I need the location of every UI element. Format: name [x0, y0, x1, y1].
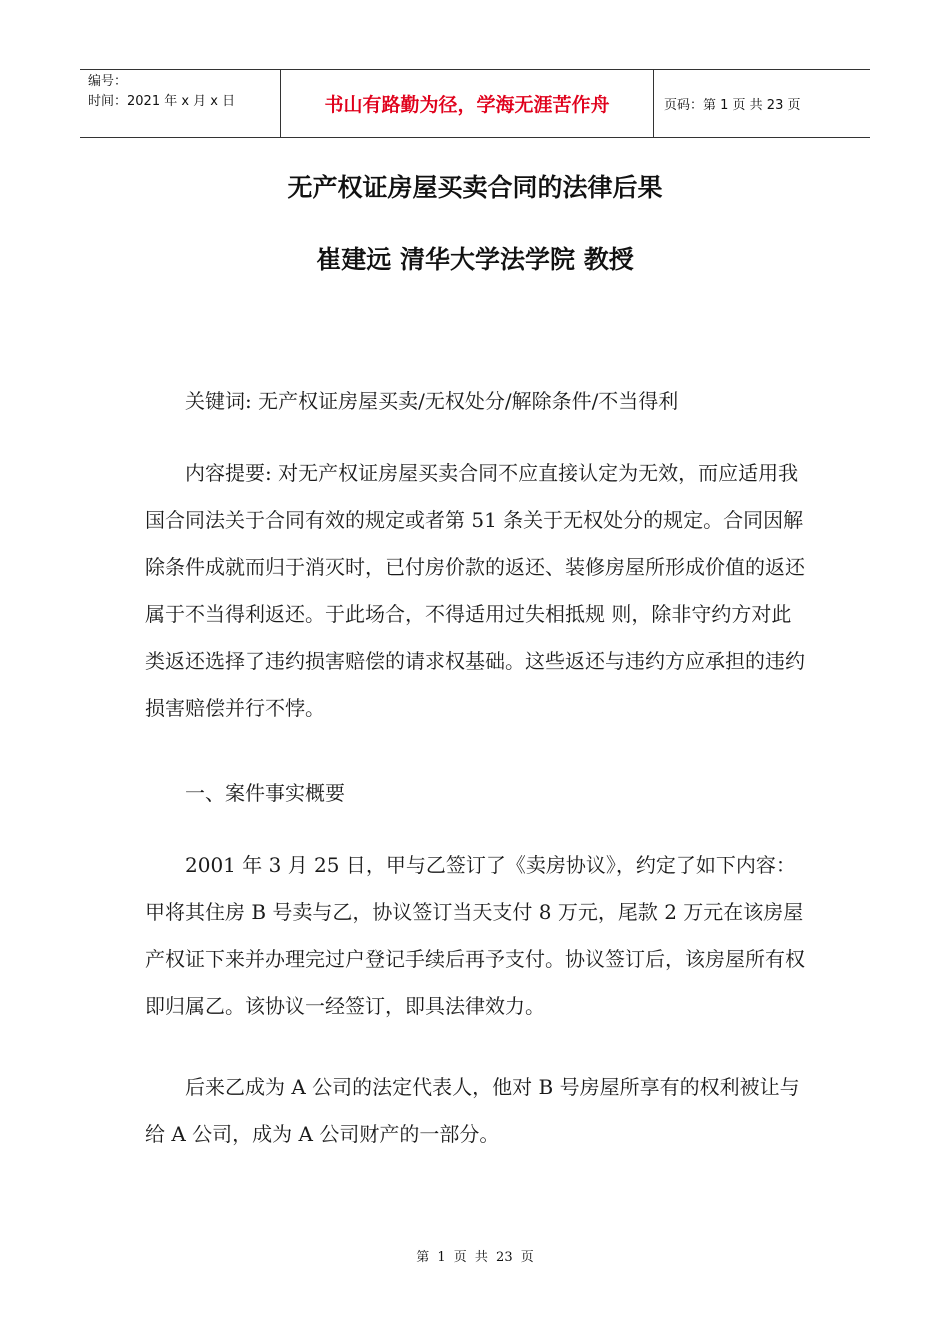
header-motto: 书山有路勤为径，学海无涯苦作舟: [281, 70, 654, 137]
abstract-paragraph: [145, 450, 810, 732]
later-paragraph: [145, 1064, 810, 1158]
keywords-text: 关键词: 无产权证房屋买卖/无权处分/解除条件/不当得利: [185, 389, 679, 413]
facts-paragraph: [145, 842, 810, 1030]
document-number-label: 编号：: [88, 74, 128, 89]
abstract-text: 内容提要: 对无产权证房屋买卖合同不应直接认定为无效，而应适用我国合同法关于合同有效的规定或者第 51 条关于无权处分的规定。合同因解除条件成就而归于消灭时，已付房价款的返还、装修房屋所形成价值的返还属于不当得利返还。于此场合，不得适用过失相抵规 则，除非守约方对此类返还选择了违约损害赔偿的请求权基础。这些返还与违约方应承担的违约损害赔偿并行不悖。: [145, 461, 805, 720]
document-time-label: 时间：2021 年 x 月 x 日: [88, 94, 236, 109]
header-meta: [80, 70, 281, 137]
page-footer: 第 1 页 共 23 页: [416, 1250, 534, 1265]
header-page-info: 页码：第 1 页 共 23 页: [664, 98, 801, 113]
page-header: [80, 69, 870, 138]
keywords-paragraph: [145, 378, 810, 425]
author-line: 崔建远 清华大学法学院 教授: [316, 245, 634, 274]
later-text: 后来乙成为 A 公司的法定代表人，他对 B 号房屋所享有的权利被让与给 A 公司，成为 A 公司财产的一部分。: [145, 1075, 800, 1146]
facts-text: 2001 年 3 月 25 日，甲与乙签订了《卖房协议》，约定了如下内容：甲将其住房 B 号卖与乙，协议签订当天支付 8 万元，尾款 2 万元在该房屋产权证下来并办理完过户登记手续后再予支付。协议签订后，该房屋所有权即归属乙。该协议一经签订，即具法律效力。: [145, 853, 805, 1018]
document-title: 无产权证房屋买卖合同的法律后果: [287, 173, 663, 202]
section-heading: [145, 770, 810, 817]
section-title-text: 一、案件事实概要: [185, 781, 345, 805]
